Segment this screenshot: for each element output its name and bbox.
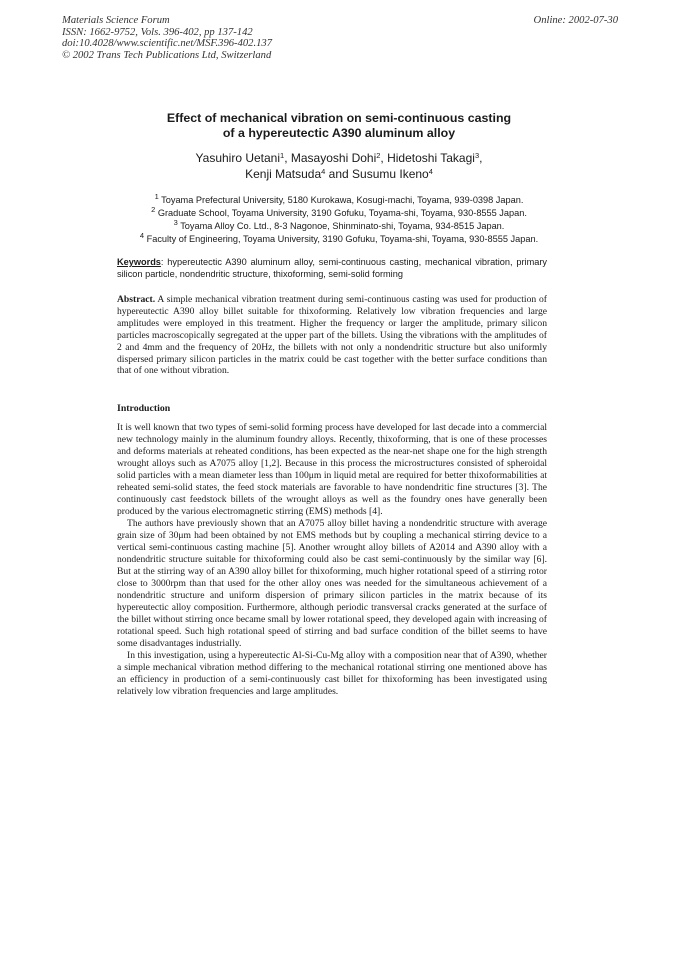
- copyright-line: © 2002 Trans Tech Publications Ltd, Switzerland: [62, 49, 272, 61]
- keywords-text: : hypereutectic A390 aluminum alloy, semi-continuous casting, mechanical vibration, primary silicon particle, nondendritic structure, thixoforming, semi-solid forming: [117, 257, 547, 280]
- author-affil-mark: 2: [376, 151, 381, 160]
- abstract-block: [117, 294, 547, 377]
- introduction-heading: Introduction: [117, 403, 171, 414]
- keywords-label: Keywords: [117, 257, 161, 267]
- publication-info: [62, 15, 272, 61]
- affiliation: [60, 194, 618, 207]
- author-affil-mark: 4: [321, 166, 326, 176]
- affiliation-number: 2: [151, 205, 156, 214]
- title-line: of a hypereutectic A390 aluminum alloy: [222, 125, 456, 140]
- affiliation-text: Graduate School, Toyama University, 3190 Gofuku, Toyama-shi, Toyama, 930-8555 Japan.: [157, 208, 527, 218]
- doi-line: doi:10.4028/www.scientific.net/MSF.396-402.137: [62, 38, 272, 50]
- title-line: Effect of mechanical vibration on semi-continuous casting: [166, 111, 512, 125]
- author-list: [60, 151, 618, 182]
- affiliation-text: Toyama Prefectural University, 5180 Kurokawa, Kosugi-machi, Toyama, 939-0398 Japan.: [161, 195, 524, 205]
- affiliation: [60, 233, 618, 246]
- author-separator: ,: [380, 151, 388, 165]
- author-name: Hidetoshi Takagi: [387, 151, 475, 165]
- author-affil-mark: 1: [280, 151, 285, 160]
- affiliation: [60, 207, 618, 220]
- author-affil-mark: 3: [474, 151, 480, 160]
- abstract-text: A simple mechanical vibration treatment during semi-continuous casting was used for production of hypereutectic A390 alloy billet suitable for thixoforming. Relatively low vibration frequencies and large amplitudes were employed in this treatment. Higher the frequency or larger the amplitude, primary silicon particles macroscopically segregated at the upper part of the billets. Using the vibrations with the amplitudes of 2 and 4mm and the frequency of 20Hz, the billets with not only a nondendritic structure but also uniformly dispersed primary silicon particles in the matrix could be cast together with the better surface conditions than that of one without vibration.: [117, 294, 547, 377]
- author-line: [60, 167, 618, 183]
- body-paragraph: It is well known that two types of semi-solid forming process have developed for last decade into a commercial new technology mainly in the aluminum foundry alloys. Recently, thixoforming, that is one of these processes and deforms materials at reheated conditions, has been expected as the near-net shape one for the high strength wrought alloys such as A7075 alloy [1,2]. Because in this process the microstructures consisted of spheroidal solid particles with a mean diameter less than 100μm in liquid metal are required for better thixoformabilities at reheated semi-solid states, the feed stock materials are favorable to have nondendritic fine structures [3]. The continuously cast feedstock billets of the wrought alloys as well as the foundry ones have generally been produced by the various electromagnetic stirring (EMS) methods [4].: [117, 422, 547, 517]
- author-name: Susumu Ikeno: [352, 166, 429, 181]
- author-affil-mark: 4: [428, 166, 433, 176]
- affiliation-number: 3: [173, 218, 178, 227]
- keywords-block: [117, 256, 547, 281]
- author-separator: ,: [479, 151, 483, 165]
- body-paragraph: The authors have previously shown that an A7075 alloy billet having a nondendritic structure with average grain size of 30μm had been obtained by not EMS methods but by coupling a mechanical stirring device to a vertical semi-continuous casting machine [5]. Another wrought alloy billets of A2014 and A390 alloy with a nondendritic structure suitable for thixoforming could also be cast semi-continuously by the similar way [6]. But at the stirring way of an A390 alloy billet for thixoforming, much higher rotational speed of a stirring rotor close to 3000rpm than that used for the other alloy ones was needed for the simultaneous achievement of a nondendritic structure and uniform dispersion of primary silicon particles in the matrix because of its hypereutectic alloy composition. Furthermore, although periodic transversal cracks generated at the surface of the billet without stirring once became small by lower rotational speed, they developed again with increasing of rotational speed. Such high rotational speed of stirring and bad surface condition of the billet seems to have some disadvantages industrially.: [117, 518, 547, 649]
- affiliation-list: [60, 194, 618, 246]
- author-name: Kenji Matsuda: [245, 166, 322, 181]
- affiliation-number: 4: [139, 231, 145, 240]
- author-line: [60, 151, 618, 167]
- affiliation-text: Toyama Alloy Co. Ltd., 8-3 Nagonoe, Shinminato-shi, Toyama, 934-8515 Japan.: [180, 221, 505, 231]
- author-separator: ,: [284, 151, 291, 165]
- body-paragraph: In this investigation, using a hypereutectic Al-Si-Cu-Mg alloy with a composition near that of A390, whether a simple mechanical vibration method differing to the mechanical rotational stirring one mentioned above has an efficiency in production of a semi-continuously cast billet for thixoforming has been investigated using relatively low vibration frequencies and large amplitudes.: [117, 650, 547, 697]
- author-name: Masayoshi Dohi: [290, 151, 377, 165]
- affiliation-number: 1: [154, 192, 159, 201]
- issn-line: ISSN: 1662-9752, Vols. 396-402, pp 137-142: [62, 26, 253, 38]
- affiliation-text: Faculty of Engineering, Toyama University, 3190 Gofuku, Toyama-shi, Toyama, 930-8555 Japan.: [146, 234, 539, 244]
- paper-title: [60, 111, 618, 140]
- online-date: Online: 2002-07-30: [533, 15, 618, 26]
- abstract-label: Abstract.: [117, 294, 156, 305]
- introduction-body: [117, 422, 547, 698]
- journal-name: Materials Science Forum: [62, 15, 170, 26]
- author-separator: and: [325, 166, 353, 181]
- author-name: Yasuhiro Uetani: [195, 151, 281, 165]
